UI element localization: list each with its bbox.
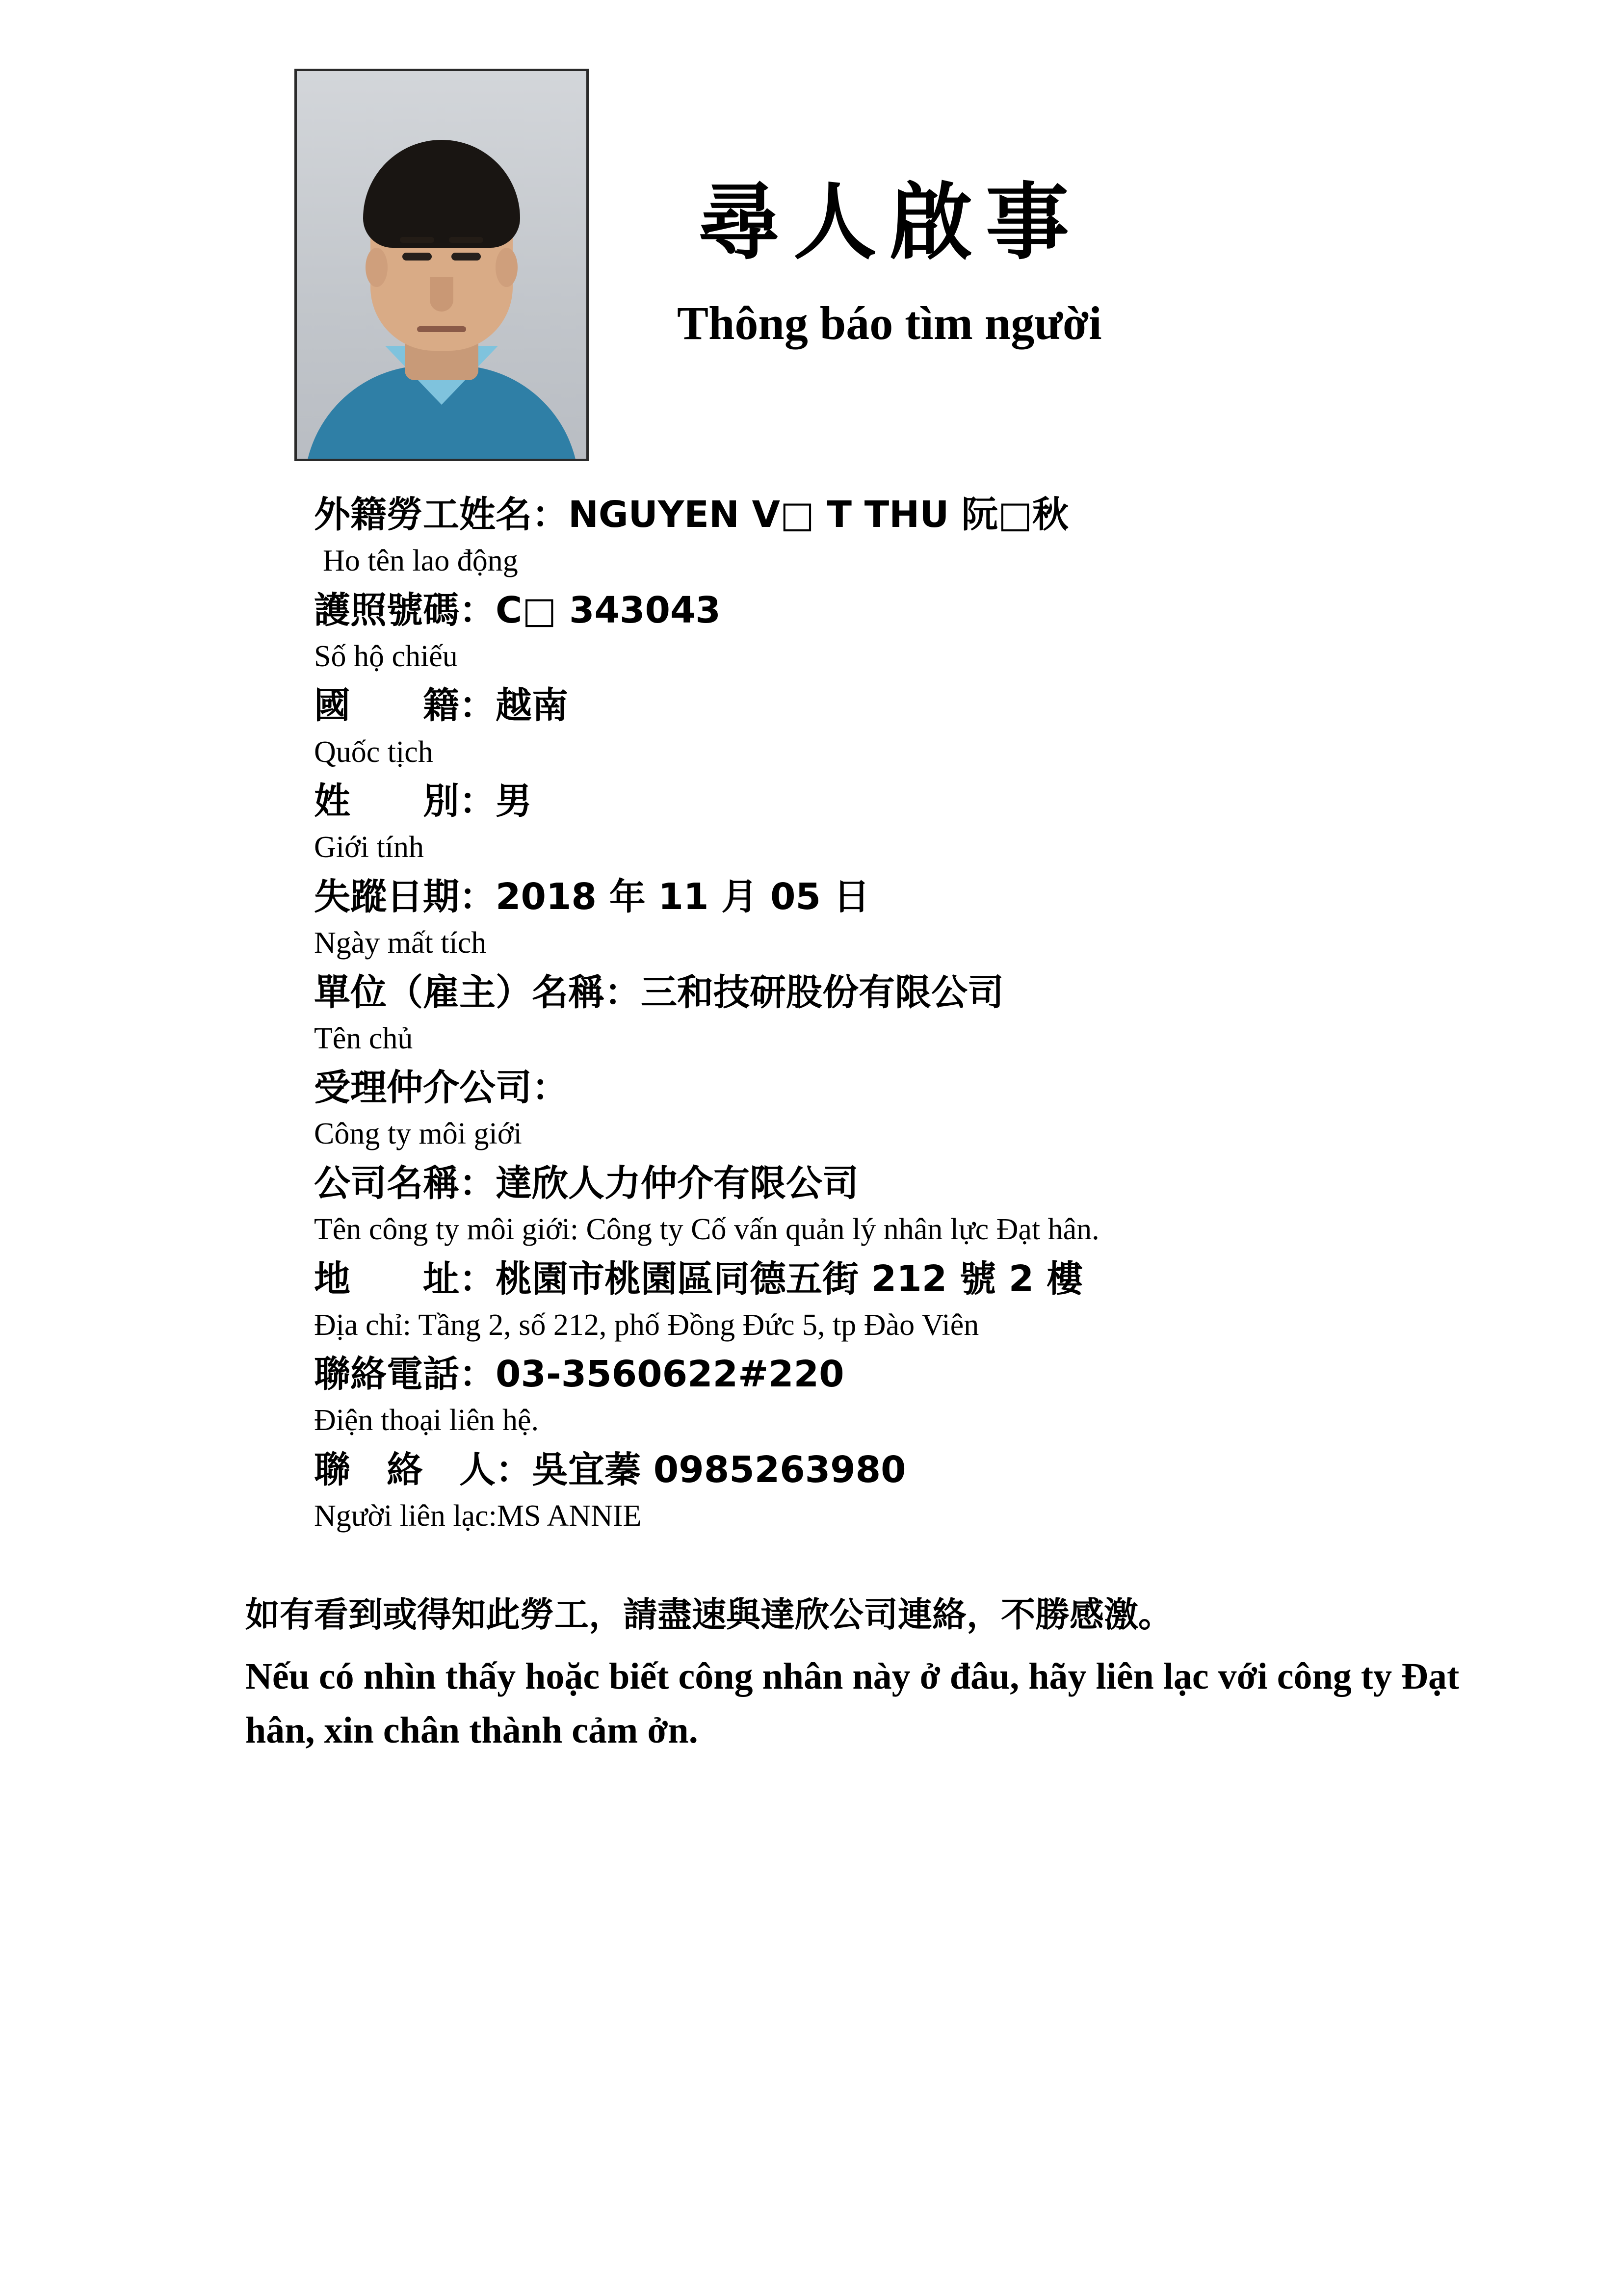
field-agency-company-label-cn: 公司名稱：	[314, 1162, 496, 1204]
field-agency-section	[314, 1064, 1495, 1155]
notice-header	[0, 0, 1623, 461]
field-phone-label-vi: Điện thoại liên hệ.	[314, 1404, 539, 1437]
portrait-ear-left	[366, 248, 388, 287]
field-agency-company-label-vi: Tên công ty môi giới: Công ty Cố vấn quản lý nhân lực Đạt hân.	[314, 1213, 1099, 1247]
field-employer-name	[314, 968, 1495, 1060]
field-contact-person-value: 吳宜蓁 0985263980	[532, 1449, 906, 1491]
field-address-label-cn: 地 址：	[314, 1257, 496, 1300]
field-gender-value: 男	[496, 780, 532, 823]
field-employer-name-value: 三和技研股份有限公司	[641, 971, 1004, 1014]
field-gender-cn	[314, 777, 1495, 826]
field-worker-name-cn	[314, 491, 1495, 539]
field-gender	[314, 777, 1495, 869]
field-phone-label-cn: 聯絡電話：	[314, 1353, 496, 1396]
field-employer-name-label-cn: 單位（雇主）名稱：	[314, 971, 641, 1014]
field-agency-section-label-cn: 受理仲介公司：	[314, 1067, 568, 1109]
field-phone-value: 03-3560622#220	[496, 1353, 844, 1396]
field-agency-section-label-vi: Công ty môi giới	[314, 1117, 522, 1151]
field-worker-name-value: NGUYEN V□ T THU 阮□秋	[568, 494, 1069, 536]
field-worker-name	[314, 491, 1495, 582]
field-address-value: 桃園市桃園區同德五街 212 號 2 樓	[496, 1257, 1083, 1300]
footer-notice-chinese: 如有看到或得知此勞工，請盡速與達欣公司連絡，不勝感激。	[245, 1594, 1173, 1635]
field-address-cn	[314, 1255, 1495, 1304]
field-passport-number	[314, 586, 1495, 678]
field-list	[0, 491, 1623, 1538]
field-missing-date	[314, 873, 1495, 965]
title-block	[677, 69, 1102, 350]
field-gender-label-vi: Giới tính	[314, 831, 424, 864]
field-agency-section-cn	[314, 1064, 1495, 1112]
field-nationality	[314, 681, 1495, 773]
field-missing-date-label-vi: Ngày mất tích	[314, 926, 487, 960]
field-passport-number-label-vi: Số hộ chiếu	[314, 639, 458, 673]
portrait-mouth	[417, 326, 466, 332]
field-worker-name-label-vi: Ho tên lao động	[323, 544, 518, 578]
field-contact-person-label-cn: 聯 絡 人：	[314, 1449, 532, 1491]
field-contact-person-cn	[314, 1446, 1495, 1494]
page-title-chinese: 尋人啟事	[697, 173, 1082, 271]
field-agency-company-cn	[314, 1159, 1495, 1208]
field-phone	[314, 1350, 1495, 1442]
field-contact-person-label-vi: Người liên lạc:MS ANNIE	[314, 1499, 642, 1533]
portrait-eye-left	[402, 253, 432, 261]
portrait-eye-right	[451, 253, 481, 261]
page-title-vietnamese: Thông báo tìm người	[677, 297, 1102, 349]
portrait-eyebrow-right	[449, 237, 483, 243]
field-nationality-label-vi: Quốc tịch	[314, 735, 433, 769]
field-passport-number-label-cn: 護照號碼：	[314, 589, 496, 631]
field-nationality-value: 越南	[496, 684, 568, 727]
field-missing-date-cn	[314, 873, 1495, 921]
field-address	[314, 1255, 1495, 1347]
field-gender-label-cn: 姓 別：	[314, 780, 496, 823]
field-missing-date-label-cn: 失蹤日期：	[314, 875, 496, 918]
field-employer-name-cn	[314, 968, 1495, 1017]
portrait-ear-right	[496, 248, 518, 287]
footer-notice-vietnamese: Nếu có nhìn thấy hoặc biết công nhân này ở đâu, hãy liên lạc với công ty Đạt hân, xin chân thành cảm ởn.	[245, 1656, 1460, 1751]
field-passport-number-value: C□ 343043	[496, 589, 721, 631]
field-worker-name-label-cn: 外籍勞工姓名：	[314, 494, 568, 536]
worker-photo	[294, 69, 589, 461]
field-employer-name-label-vi: Tên chủ	[314, 1021, 413, 1055]
portrait-eyebrow-left	[400, 237, 434, 243]
notice-footer	[0, 1592, 1623, 1758]
field-passport-number-cn	[314, 586, 1495, 635]
field-agency-company	[314, 1159, 1495, 1251]
field-nationality-label-cn: 國 籍：	[314, 684, 496, 727]
field-contact-person	[314, 1446, 1495, 1538]
field-address-label-vi: Địa chỉ: Tầng 2, số 212, phố Đồng Đức 5, tp Đào Viên	[314, 1308, 979, 1342]
field-missing-date-value: 2018 年 11 月 05 日	[496, 875, 870, 918]
field-phone-cn	[314, 1350, 1495, 1399]
field-agency-company-value: 達欣人力仲介有限公司	[496, 1162, 859, 1204]
portrait-nose	[430, 277, 453, 312]
field-nationality-cn	[314, 681, 1495, 730]
